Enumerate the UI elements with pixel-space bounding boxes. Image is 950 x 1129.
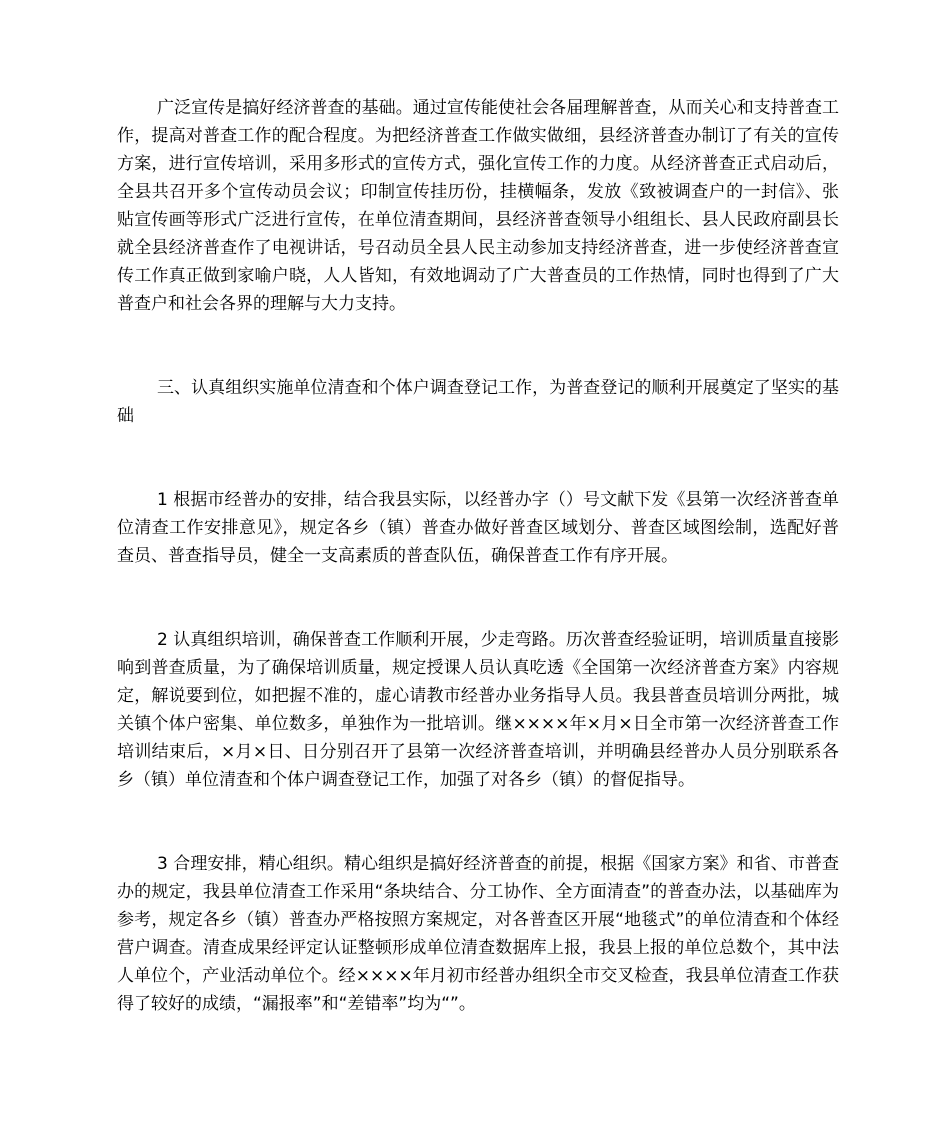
section-heading-three: 三、认真组织实施单位清查和个体户调查登记工作，为普查登记的顺利开展奠定了坚实的基础 — [117, 378, 839, 426]
paragraph-spacer — [117, 430, 839, 486]
paragraph-publicity: 广泛宣传是搞好经济普查的基础。通过宣传能使社会各届理解普查，从而关心和支持普查工作，提高对普查工作的配合程度。为把经济普查工作做实做细，县经济普查办制订了有关的宣传方案，进行宣传培训，采用多形式的宣传方式，强化宣传工作的力度。从经济普查正式启动后，全县共召开多个宣传动员会议；印制宣传挂历份，挂横幅条，发放《致被调查户的一封信》、张贴宣传画等形式广泛进行宣传，在单位清查期间，县经济普查领导小组组长、县人民政府副县长就全县经济普查作了电视讲话，号召动员全县人民主动参加支持经济普查，进一步使经济普查宣传工作真正做到家喻户晓，人人皆知，有效地调动了广大普查员的工作热情，同时也得到了广大普查户和社会各界的理解与大力支持。 — [117, 98, 839, 314]
paragraph-spacer — [117, 570, 839, 626]
paragraph-item-2: 2 认真组织培训，确保普查工作顺利开展，少走弯路。历次普查经验证明，培训质量直接影响到普查质量，为了确保培训质量，规定授课人员认真吃透《全国第一次经济普查方案》内容规定，解说要到位，如把握不准的，虚心请教市经普办业务指导人员。我县普查员培训分两批，城关镇个体户密集、单位数多，单独作为一批培训。继××××年×月×日全市第一次经济普查工作培训结束后，×月×日、日分别召开了县第一次经济普查培训，并明确县经普办人员分别联系各乡（镇）单位清查和个体户调查登记工作，加强了对各乡（镇）的督促指导。 — [117, 630, 839, 790]
paragraph-item-1: 1 根据市经普办的安排，结合我县实际，以经普办字（）号文献下发《县第一次经济普查单位清查工作安排意见》，规定各乡（镇）普查办做好普查区域划分、普查区域图绘制，选配好普查员、普查指导员，健全一支高素质的普查队伍，确保普查工作有序开展。 — [117, 490, 839, 566]
paragraph-spacer — [117, 318, 839, 374]
document-page — [117, 94, 839, 1018]
paragraph-item-3: 3 合理安排，精心组织。精心组织是搞好经济普查的前提，根据《国家方案》和省、市普查办的规定，我县单位清查工作采用“条块结合、分工协作、全方面清查”的普查办法，以基础库为参考，规定各乡（镇）普查办严格按照方案规定，对各普查区开展“地毯式”的单位清查和个体经营户调查。清查成果经评定认证整顿形成单位清查数据库上报，我县上报的单位总数个，其中法人单位个，产业活动单位个。经××××年月初市经普办组织全市交叉检查，我县单位清查工作获得了较好的成绩，“漏报率”和“差错率”均为“”。 — [117, 854, 839, 1014]
paragraph-spacer — [117, 794, 839, 850]
